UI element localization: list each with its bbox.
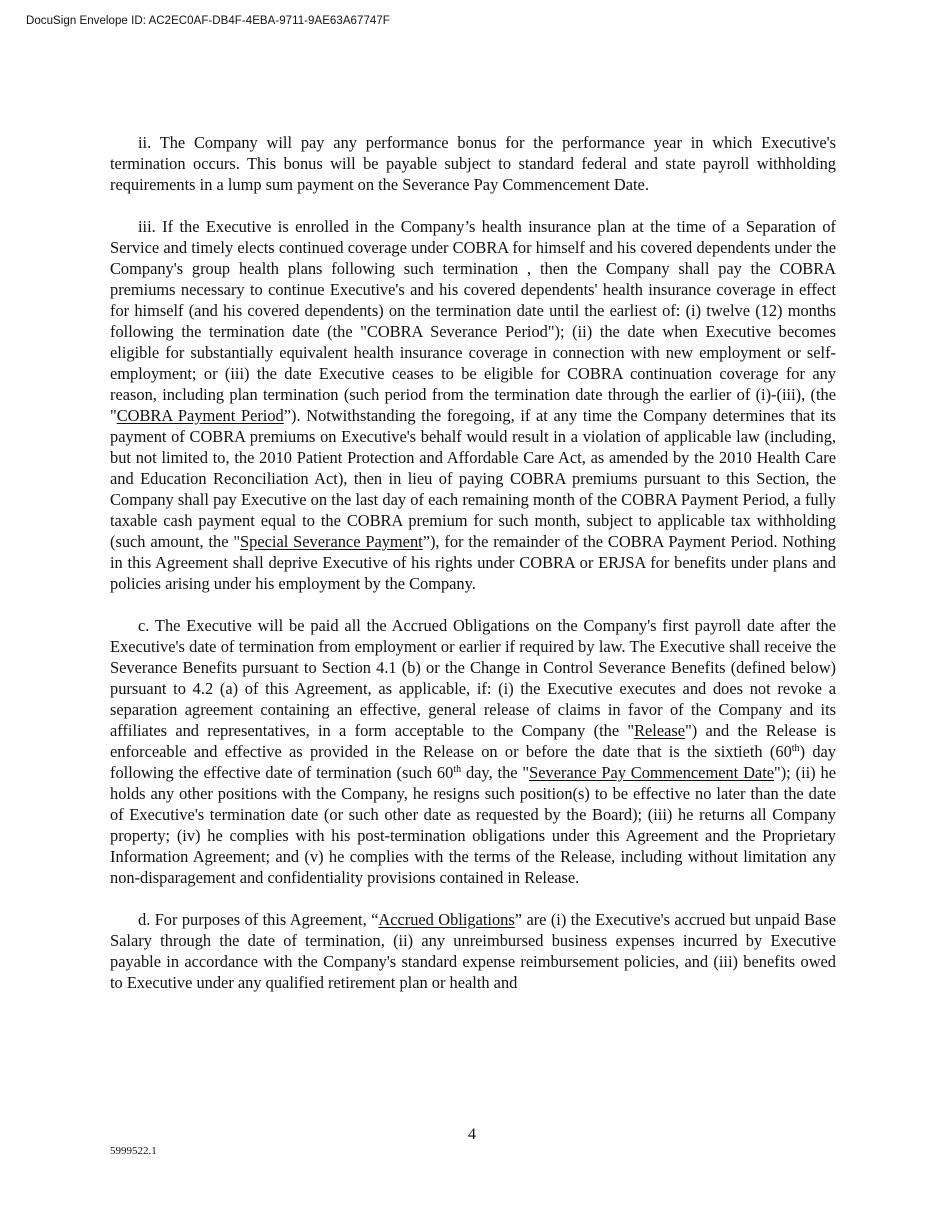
paragraph-c-text: day, the ": [461, 763, 530, 782]
paragraph-d: [110, 909, 836, 993]
paragraph-c-text: ) day following the effective date of termination (such 60: [110, 742, 836, 782]
paragraph-c-text: c. The Executive will be paid all the Accrued Obligations on the Company's first payroll date after the Executive's date of termination from employment or earlier if required by law. The Executive shall receive the Severance Benefits pursuant to Section 4.1 (b) or the Change in Control Severance Benefits (defined below) pursuant to 4.2 (a) of this Agreement, as applicable, if: (i) the Executive executes and does not revoke a separation agreement containing an effective, general release of claims in favor of the Company and its affiliates and representatives, in a form acceptable to the Company (the ": [110, 616, 836, 740]
paragraph-ii-text: ii. The Company will pay any performance bonus for the performance year in which Executive's termination occurs. This bonus will be payable subject to standard federal and state payroll withholding requirements in a lump sum payment on the Severance Pay Commencement Date.: [110, 133, 836, 194]
document-body: [110, 132, 836, 1014]
ordinal-superscript: th: [791, 743, 800, 754]
paragraph-c-text: ") and the Release is enforceable and effective as provided in the Release on or before the date that is the sixtieth (60: [110, 721, 836, 761]
paragraph-d-text: ” are (i) the Executive's accrued but unpaid Base Salary through the date of termination, (ii) any unreimbursed business expenses incurred by Executive payable in accordance with the Company's standard expense reimbursement policies, and (iii) benefits owed to Executive under any qualified retirement plan or health and: [110, 910, 836, 992]
paragraph-iii-text: ”). Notwithstanding the foregoing, if at any time the Company determines that its payment of COBRA premiums on Executive's behalf would result in a violation of applicable law (including, but not limited to, the 2010 Patient Protection and Affordable Care Act, as amended by the 2010 Health Care and Education Reconciliation Act), then in lieu of paying COBRA premiums pursuant to this Section, the Company shall pay Executive on the last day of each remaining month of the COBRA Payment Period, a fully taxable cash payment equal to the COBRA premium for such month, subject to applicable tax withholding (such amount, the ": [110, 406, 836, 551]
defined-term-accrued-obligations: Accrued Obligations: [378, 910, 515, 929]
paragraph-ii: [110, 132, 836, 195]
document-id: 5999522.1: [110, 1145, 157, 1157]
defined-term-severance-pay-commencement-date: Severance Pay Commencement Date: [529, 763, 775, 782]
ordinal-superscript: th: [453, 764, 462, 775]
paragraph-iii: [110, 216, 836, 594]
defined-term-release: Release: [634, 721, 686, 740]
page-number: 4: [468, 1126, 476, 1143]
defined-term-cobra-payment-period: COBRA Payment Period: [116, 406, 284, 425]
paragraph-c-text: "); (ii) he holds any other positions with the Company, he resigns such position(s) to be effective no later than the date of Executive's termination date (or such other date as requested by the Board); (iii) he returns all Company property; (iv) he complies with his post-termination obligations under this Agreement and the Proprietary Information Agreement; and (v) he complies with the terms of the Release, including without limitation any non-disparagement and confidentiality provisions contained in Release.: [110, 763, 836, 887]
paragraph-iii-text: iii. If the Executive is enrolled in the Company’s health insurance plan at the time of a Separation of Service and timely elects continued coverage under COBRA for himself and his covered dependents under the Company's group health plans following such termination , then the Company shall pay the COBRA premiums necessary to continue Executive's and his covered dependents' health insurance coverage in effect for himself (and his covered dependents) on the termination date until the earliest of: (i) twelve (12) months following the termination date (the "COBRA Severance Period"); (ii) the date when Executive becomes eligible for substantially equivalent health insurance coverage in connection with new employment or self-employment; or (iii) the date Executive ceases to be eligible for COBRA continuation coverage for any reason, including plan termination (such period from the termination date through the earlier of (i)-(iii), (the ": [110, 217, 836, 425]
paragraph-d-text: d. For purposes of this Agreement, “: [138, 910, 379, 929]
paragraph-c: [110, 615, 836, 888]
defined-term-special-severance-payment: Special Severance Payment: [240, 532, 423, 551]
paragraph-iii-text: ”), for the remainder of the COBRA Payment Period. Nothing in this Agreement shall deprive Executive of his rights under COBRA or ERJSA for benefits under plans and policies arising under his employment by the Company.: [110, 532, 837, 593]
docusign-envelope-id: DocuSign Envelope ID: AC2EC0AF-DB4F-4EBA-9711-9AE63A67747F: [26, 15, 390, 27]
